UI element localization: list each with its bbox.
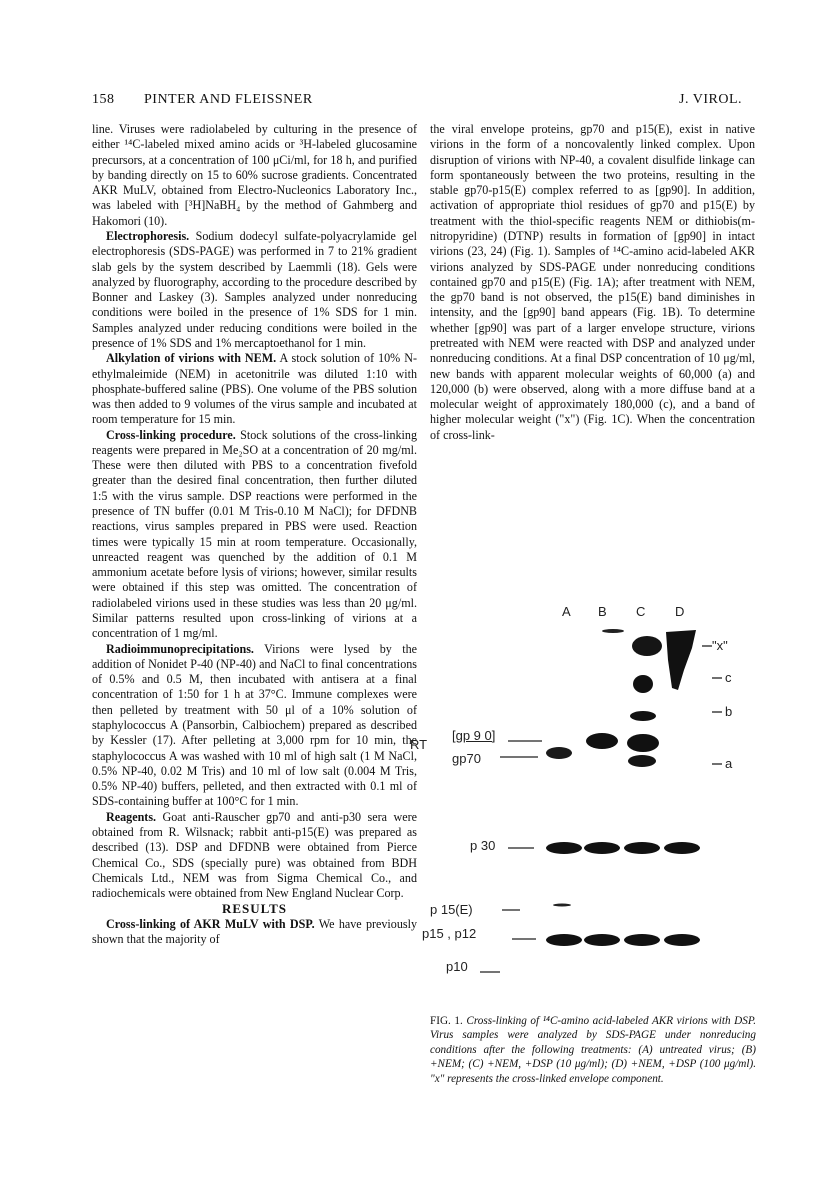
band-b-gp90 (586, 733, 618, 749)
heading-electrophoresis: Electrophoresis. (106, 228, 190, 243)
right-column (430, 122, 755, 443)
label-p30: p 30 (470, 838, 496, 853)
paragraph-viruses: line. Viruses were radiolabeled by culturing in the presence of either ¹⁴C-labeled mixed amino acids or ³H-labeled glucosamine precursors, at a concentration of 100 μCi/ml, for 18 h, and purified by banding directly on 15 to 60% sucrose gradients. Concentrated AKR MuLV, obtained from Electro-Nucleonics Laboratory Inc., was labeled with [³H]NaBH₄ by the method of Gahmberg and Hakomori (10). (92, 122, 417, 228)
label-p15e: p 15(E) (430, 902, 473, 917)
lane-label-b: B (598, 604, 607, 619)
page-number: 158 (92, 92, 115, 107)
paragraph-envelope: the viral envelope proteins, gp70 and p15(E), exist in native virions in the form of a noncovalently linked complex. Upon disruption of virions with NP-40, a covalent disulfide linkage can form spontaneously between the two proteins, resulting in the stable gp70-p15(E) complex referred to as [gp90]. In addition, activation of appropriate thiol residues of gp70 and p15(E) by treatment with the thiol-specific reagents NEM or dithiobis(m-nitropyridine) (DTNP) results in formation of [gp90] in intact virions (23, 24) (Fig. 1). Samples of ¹⁴C-amino acid-labeled AKR virions analyzed by SDS-PAGE under nonreducing conditions contained gp70 and p15(E) (Fig. 1A); after treatment with NEM, the gp70 band is not observed, the p15(E) band diminishes in intensity, and the [gp90] band appears (Fig. 1B). To determine whether [gp90] was part of a larger envelope structure, virions pretreated with NEM were reacted with DSP and analyzed under nonreducing conditions. At a final DSP concentration of 10 μg/ml, new bands with apparent molecular weights of 60,000 (a) and 120,000 (b) were observed, along with a more diffuse band at a molecular weight of approximately 180,000 (c), and a band of higher molecular weight ("x") (Fig. 1C). When the concentration of cross-link- (430, 122, 755, 442)
band-a-p30 (546, 842, 582, 854)
label-gp90: [gp 9 0] (452, 728, 496, 743)
band-c-x (632, 636, 662, 656)
label-b: b (725, 704, 733, 719)
lane-label-c: C (636, 604, 646, 619)
band-a-p15p12 (546, 934, 582, 946)
lane-label-d: D (675, 604, 685, 619)
band-a-p15e (553, 904, 571, 907)
figure-caption (430, 1014, 756, 1086)
label-gp70: gp70 (452, 751, 481, 766)
band-c-gp90 (627, 734, 659, 752)
band-b-p15p12 (584, 934, 620, 946)
band-c-p15p12 (624, 934, 660, 946)
left-column (92, 122, 417, 947)
heading-alkylation: Alkylation of virions with NEM. (106, 351, 277, 366)
paragraph-alkylation (92, 351, 417, 427)
text-radioimmuno: Virions were lysed by the addition of Nonidet P-40 (NP-40) and NaCl to final concentrations of 0.5% and 0.5 M, then incubated with antisera at a final concentration of 1:50 for 1 h at 37°C. Immune complexes were then pelleted by treatment with 50 μl of a 10% solution of staphylococcus A (Pansorbin, Calbiochem) prepared as described by Kessler (17). After pelleting at 3,000 rpm for 10 min, the staphylococcus A was washed with 10 ml of high salt (1 M NaCl, 0.5% NP-40, 0.02 M Tris) and 10 ml of low salt (0.004 M Tris, 0.5% NP-40) buffers, pelleted, and then extracted with 0.1 ml of SDS-containing buffer at 100°C for 1 min. (92, 641, 417, 809)
heading-results-crosslink: Cross-linking of AKR MuLV with DSP. (106, 916, 315, 931)
label-a: a (725, 756, 733, 771)
band-d-p30 (664, 842, 700, 854)
label-rt: RT (410, 737, 428, 752)
lane-label-a: A (562, 604, 571, 619)
gel-figure (410, 600, 760, 995)
label-p10: p10 (446, 959, 468, 974)
label-x: "x" (712, 638, 728, 653)
band-a-gp70 (546, 747, 572, 759)
text-reagents: Goat anti-Rauscher gp70 and anti-p30 sera were obtained from R. Wilsnack; rabbit anti-p15(E) was prepared as described (13). DSP and DFDNB were obtained from Pierce Chemical Co., SDS (specially pure) was obtained from BDH Chemicals Ltd., NEM was from Sigma Chemical Co., and radiochemicals were obtained from New England Nuclear Corp. (92, 809, 417, 901)
band-d-smear (666, 630, 696, 690)
caption-label: FIG. 1. (430, 1015, 463, 1027)
running-authors: PINTER AND FLEISSNER (144, 92, 313, 107)
heading-radioimmuno: Radioimmunoprecipitations. (106, 641, 254, 656)
label-c: c (725, 670, 732, 685)
caption-text: Cross-linking of ¹⁴C-amino acid-labeled AKR virions with DSP. Virus samples were analyzed by SDS-PAGE under nonreducing conditions after the following treatments: (A) untreated virus; (B) +NEM; (C) +NEM, +DSP (10 μg/ml); (D) +NEM, +DSP (100 μg/ml). "x" represents the cross-linked envelope component. (430, 1015, 757, 1085)
text-results: We have previously shown that the majority of (92, 916, 417, 946)
paragraph-results (92, 917, 417, 948)
paragraph-reagents (92, 810, 417, 902)
band-c-c (633, 675, 653, 693)
paragraph-radioimmuno (92, 642, 417, 810)
band-c-p30 (624, 842, 660, 854)
results-heading: RESULTS (221, 901, 288, 917)
gel-lanes-svg (430, 600, 760, 995)
journal-name: J. VIROL. (679, 92, 742, 107)
band-c-a (628, 755, 656, 767)
band-c-b (630, 711, 656, 721)
text-cross-linking: Stock solutions of the cross-linking reagents were prepared in Me₂SO at a concentration of 20 mg/ml. These were then diluted with PBS to a concentration fivefold greater than the desired final concentration, then further diluted 1:5 with the virus sample. DSP reactions were performed in the presence of TN buffer (0.01 M Tris-0.10 M NaCl); for DFDNB reactions, virus samples prepared in PBS were used. Reaction times were typically 15 min at room temperature. Occasionally, unreacted reagent was quenched by the addition of 0.1 M ammonium acetate before lysis of virions; however, similar results were obtained if this step was omitted. The concentration of radiolabeled virions used in these studies was less than 20 μg/ml. Similar patterns resulted upon cross-linking of virions at a concentration of 1 mg/ml. (92, 427, 417, 641)
heading-reagents: Reagents. (106, 809, 157, 824)
band-b-p30 (584, 842, 620, 854)
band-b-top (602, 629, 624, 633)
heading-cross-linking: Cross-linking procedure. (106, 427, 236, 442)
text-electrophoresis: Sodium dodecyl sulfate-polyacrylamide gel electrophoresis (SDS-PAGE) was performed in 7 to 21% gradient slab gels by the system described by Laemmli (18). Gels were analyzed by fluorography, according to the procedure described by Bonner and Laskey (3). Samples analyzed under nonreducing conditions were boiled in the presence of 1% SDS for 1 min. Samples analyzed under reducing conditions were boiled in the presence of 1% SDS and 1% mercaptoethanol for 1 min. (92, 228, 417, 350)
band-d-p15p12 (664, 934, 700, 946)
paragraph-cross-linking (92, 428, 417, 642)
label-p15-p12: p15 , p12 (422, 926, 477, 941)
paragraph-electrophoresis (92, 229, 417, 351)
text-alkylation: A stock solution of 10% N-ethylmaleimide (NEM) in acetonitrile was diluted 1:10 with phosphate-buffered saline (PBS). One volume of the PBS solution was then added to 9 volumes of the virus sample and incubated at room temperature for 15 min. (92, 351, 418, 427)
